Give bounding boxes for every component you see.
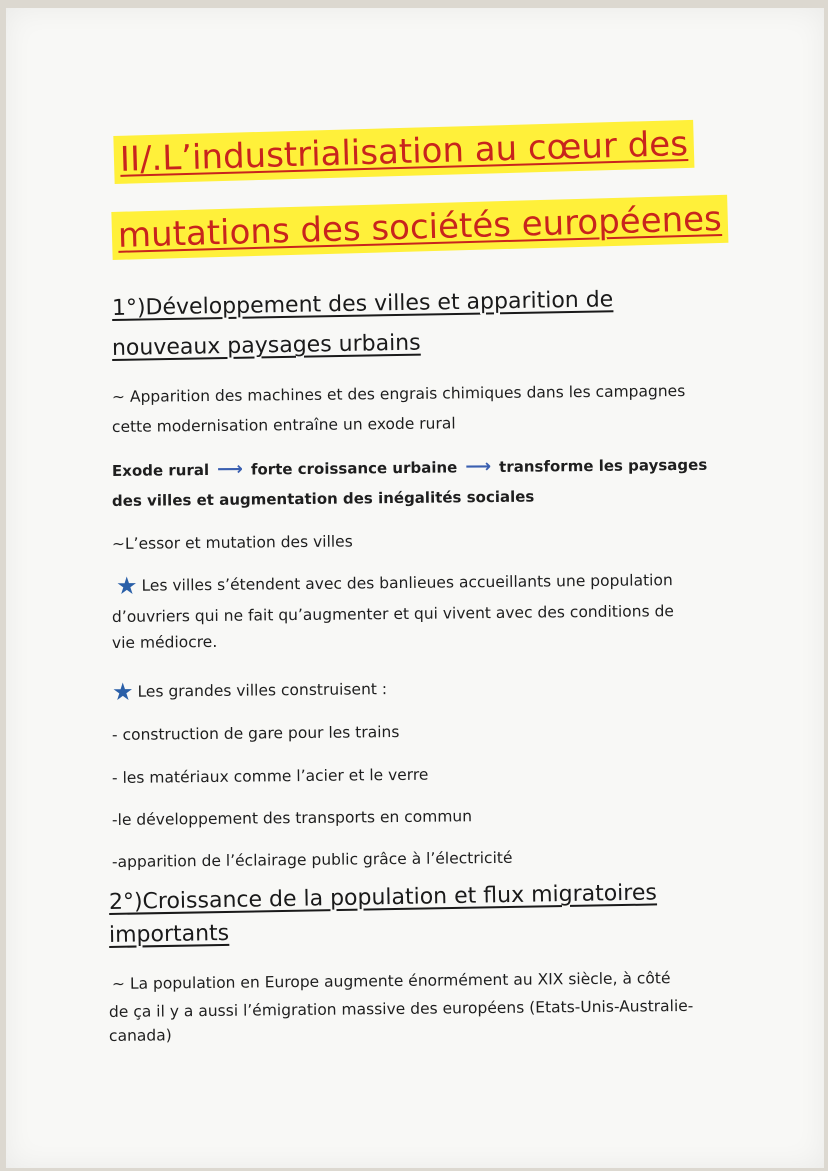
section2-para-line2: de ça il y a aussi l’émigration massive des européens (Etats-Unis-Australie-	[108, 996, 694, 1021]
arrow-icon: ⟶	[465, 456, 492, 478]
list-item: -apparition de l’éclairage public grâce à l’électricité	[111, 848, 513, 871]
star1-line2: d’ouvriers qui ne fait qu’augmenter et qui vivent avec des conditions de	[111, 602, 675, 626]
para2: ~L’essor et mutation des villes	[111, 532, 353, 553]
star2-line	[112, 677, 387, 704]
flow-step3: transforme les paysages	[499, 455, 708, 476]
section2-heading-line2: importants	[108, 920, 230, 948]
arrow-icon: ⟶	[216, 458, 244, 480]
para1-line1: ~ Apparition des machines et des engrais chimiques dans les campagnes	[111, 381, 686, 406]
flow-step2: forte croissance urbaine	[250, 458, 458, 479]
section1-heading-line1: 1°)Développement des villes et apparition de	[111, 287, 614, 321]
section2-heading-line1: 2°)Croissance de la population et flux migratoires	[108, 880, 658, 915]
flow-step1: Exode rural	[111, 460, 210, 480]
star1-line3: vie médiocre.	[111, 632, 218, 652]
title-line-2: mutations des sociétés européenes	[111, 195, 728, 260]
star1-text: Les villes s’étendent avec des banlieues accueillants une population	[141, 571, 673, 595]
list-item: - les matériaux comme l’acier et le verre	[111, 765, 429, 787]
section2-para-line1: ~ La population en Europe augmente énormément au XIX siècle, à côté	[111, 969, 671, 993]
star1-line1	[116, 568, 673, 598]
list-item: - construction de gare pour les trains	[111, 722, 400, 744]
star-icon: ★	[115, 571, 138, 600]
title-line-1: II/.L’industrialisation au cœur des	[113, 120, 694, 184]
flow-line2: des villes et augmentation des inégalités sociales	[111, 487, 535, 510]
section2-para-line3: canada)	[108, 1026, 172, 1045]
star-icon: ★	[111, 677, 134, 706]
star2-text: Les grandes villes construisent :	[137, 680, 388, 701]
para1-line2: cette modernisation entraîne un exode rural	[111, 414, 456, 436]
list-item: -le développement des transports en commun	[111, 807, 473, 829]
document-page	[6, 8, 824, 1168]
flow-line1	[112, 454, 707, 482]
section1-heading-line2: nouveaux paysages urbains	[111, 330, 421, 361]
